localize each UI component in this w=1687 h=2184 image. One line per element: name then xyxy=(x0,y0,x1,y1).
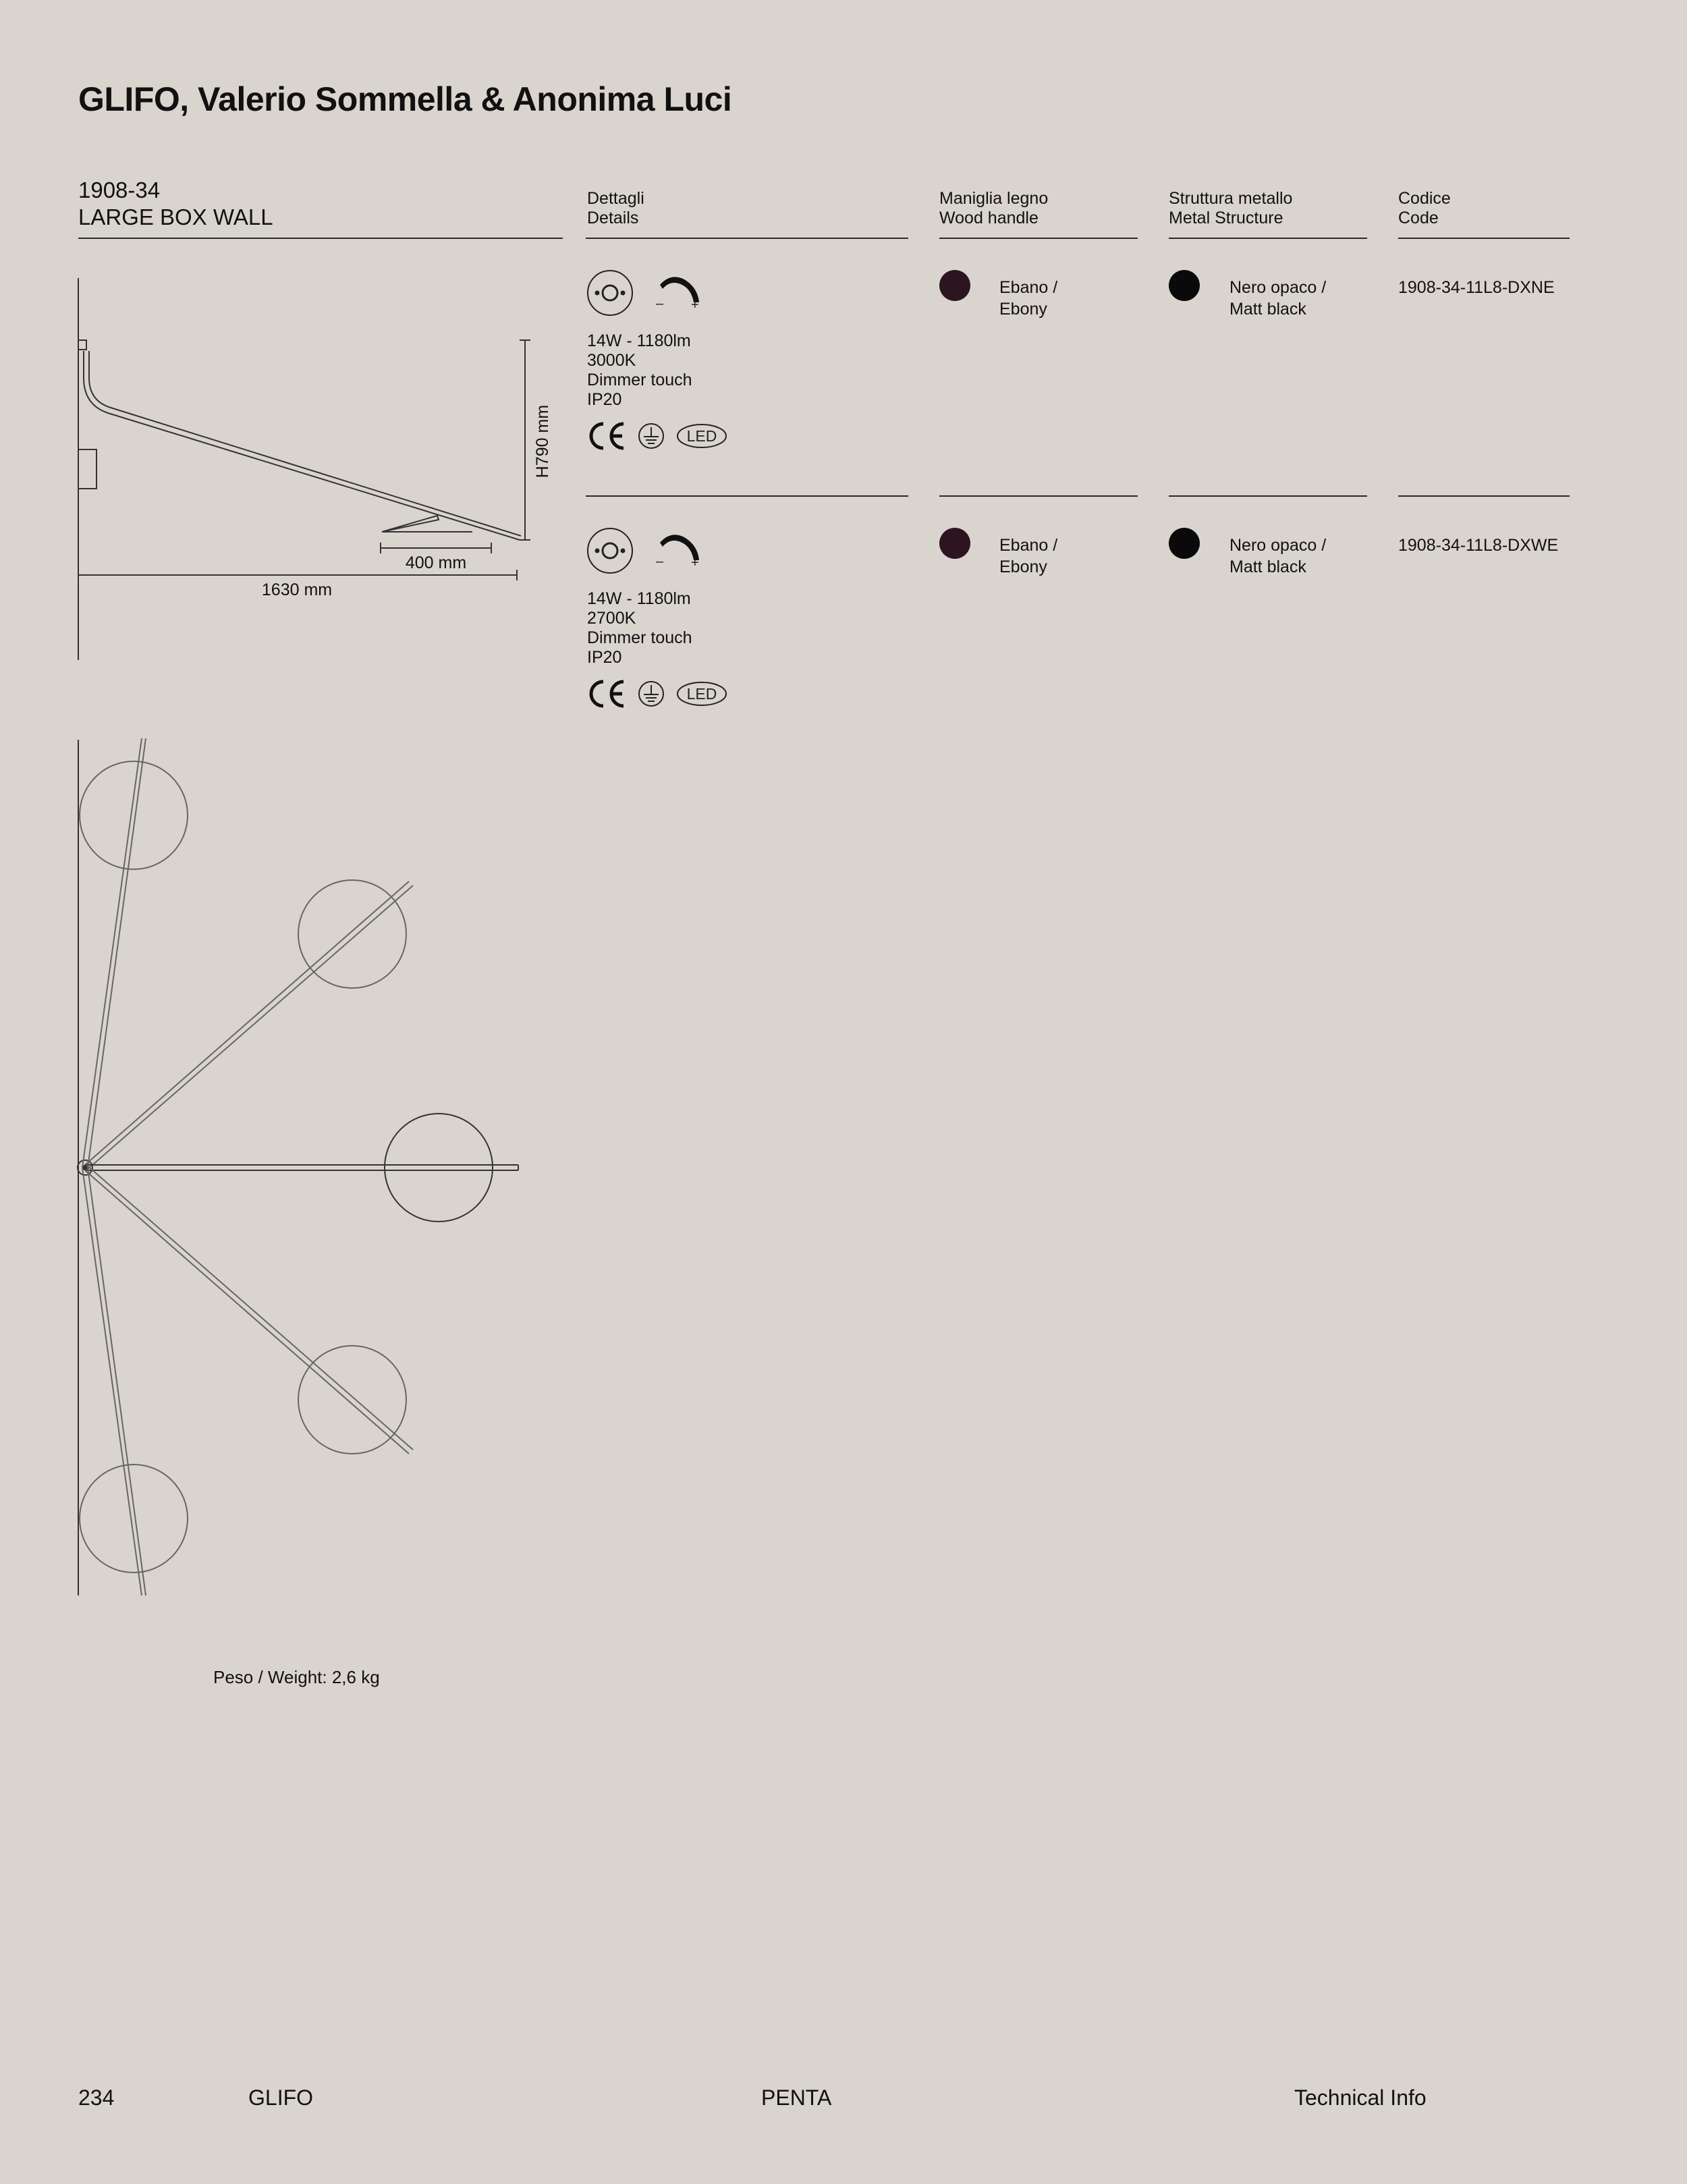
svg-text:–: – xyxy=(656,554,664,569)
metal-finish-label: Nero opaco / Matt black xyxy=(1229,536,1327,576)
divider xyxy=(586,495,908,497)
divider xyxy=(939,238,1138,239)
spec-list: 14W - 1180lm 2700K Dimmer touch IP20 xyxy=(587,589,692,667)
led-badge-icon xyxy=(677,682,726,705)
ce-mark-icon xyxy=(591,682,624,706)
divider xyxy=(1169,238,1367,239)
dimmer-arc-icon xyxy=(656,535,699,570)
rotation-plan-drawing xyxy=(0,729,574,1606)
product-name: LARGE BOX WALL xyxy=(78,204,273,229)
earth-ground-icon xyxy=(639,424,663,448)
ce-mark-icon xyxy=(591,424,624,448)
control-icons xyxy=(586,269,721,317)
product-code-value: 1908-34-11L8-DXWE xyxy=(1398,536,1559,555)
divider xyxy=(939,495,1138,497)
metal-swatch-black xyxy=(1169,528,1200,559)
page-title: GLIFO, Valerio Sommella & Anonima Luci xyxy=(78,80,732,118)
wood-swatch-ebony xyxy=(939,528,970,559)
led-badge-icon xyxy=(677,425,726,447)
footer-brand: PENTA xyxy=(761,2085,832,2110)
certification-marks xyxy=(586,676,734,711)
column-header-code: Codice Code xyxy=(1398,189,1451,227)
touch-switch-icon xyxy=(588,271,632,315)
wood-finish-label: Ebano / Ebony xyxy=(999,536,1058,576)
side-elevation-drawing xyxy=(0,0,574,675)
column-header-metal-structure: Struttura metallo Metal Structure xyxy=(1169,189,1293,227)
svg-text:–: – xyxy=(656,296,664,311)
divider xyxy=(1398,238,1570,239)
variant-row xyxy=(586,526,721,578)
divider xyxy=(1398,495,1570,497)
wood-finish-label: Ebano / Ebony xyxy=(999,278,1058,319)
height-dimension-label: H790 mm xyxy=(533,404,552,479)
certification-marks xyxy=(586,418,734,454)
metal-finish-label: Nero opaco / Matt black xyxy=(1229,278,1327,319)
svg-text:+: + xyxy=(691,555,699,570)
footer-section: Technical Info xyxy=(1294,2085,1427,2110)
base-dimension-label: 400 mm xyxy=(405,553,467,572)
divider xyxy=(1169,495,1367,497)
svg-text:+: + xyxy=(691,298,699,312)
variant-row xyxy=(586,269,721,321)
footer-collection: GLIFO xyxy=(248,2085,314,2110)
metal-swatch-black xyxy=(1169,270,1200,301)
svg-text:LED: LED xyxy=(686,427,717,445)
control-icons xyxy=(586,526,721,575)
earth-ground-icon xyxy=(639,682,663,706)
touch-switch-icon xyxy=(588,528,632,573)
svg-text:LED: LED xyxy=(686,685,717,703)
dimmer-arc-icon xyxy=(656,277,699,312)
product-code-value: 1908-34-11L8-DXNE xyxy=(1398,278,1555,297)
wood-swatch-ebony xyxy=(939,270,970,301)
width-dimension-label: 1630 mm xyxy=(261,580,333,599)
weight-label: Peso / Weight: 2,6 kg xyxy=(213,1667,380,1687)
column-header-wood-handle: Maniglia legno Wood handle xyxy=(939,189,1049,227)
spec-list: 14W - 1180lm 3000K Dimmer touch IP20 xyxy=(587,331,692,409)
column-header-details: Dettagli Details xyxy=(587,189,644,227)
divider xyxy=(586,238,908,239)
page-number: 234 xyxy=(78,2085,115,2110)
product-code: 1908-34 xyxy=(78,178,161,202)
